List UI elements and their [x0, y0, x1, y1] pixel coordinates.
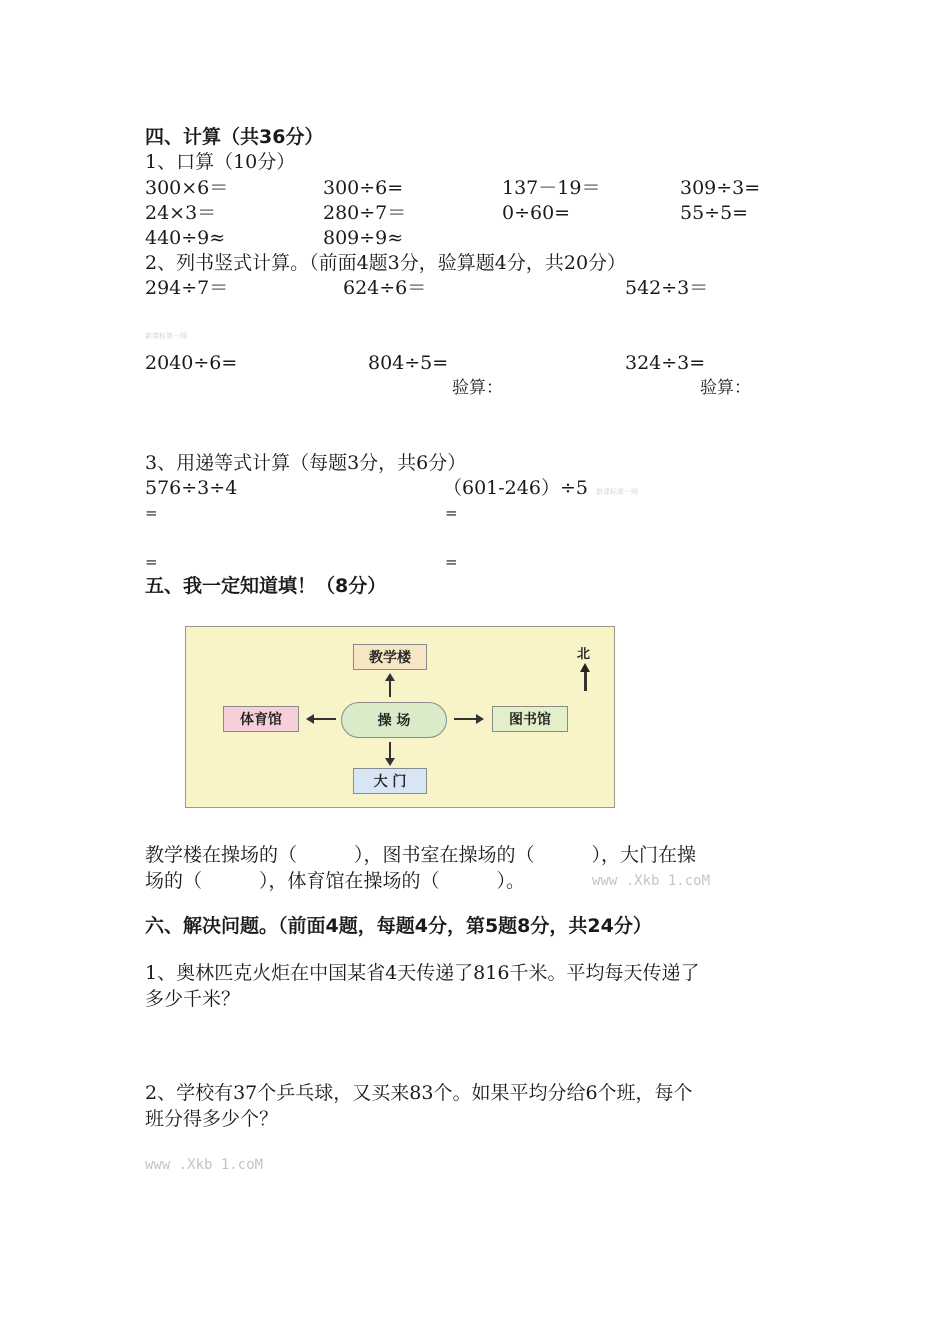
part-3-title: 3、用递等式计算（每题3分，共6分）	[145, 452, 467, 474]
vertical-problem: 324÷3=	[625, 352, 706, 374]
arrow-north	[389, 679, 391, 697]
map-box-east: 图书馆	[492, 706, 568, 732]
fill-blank-line-2: 场的（ ），体育馆在操场的（ ）。	[145, 870, 526, 892]
vertical-problem: 542÷3＝	[625, 277, 709, 299]
arrow-head-icon	[385, 673, 395, 681]
section-4-title: 四、计算（共36分）	[145, 126, 324, 148]
part-1-title: 1、口算（10分）	[145, 151, 296, 173]
map-box-west: 体育馆	[223, 706, 299, 732]
north-arrow-icon	[580, 663, 590, 672]
fill-blank-line-1: 教学楼在操场的（ ），图书室在操场的（ ），大门在操	[145, 844, 697, 866]
watermark: 新课标第一网	[145, 332, 187, 340]
arrow-head-icon	[476, 714, 484, 724]
map-box-north: 教学楼	[353, 644, 427, 670]
equals-sign: =	[445, 504, 458, 522]
watermark-url: www .Xkb 1.coM	[592, 873, 711, 889]
section-6-title: 六、解决问题。（前面4题，每题4分，第5题8分，共24分）	[145, 915, 652, 937]
oral-problem: 55÷5=	[680, 202, 749, 224]
step-expression: （601-246）÷5	[443, 477, 588, 499]
oral-problem: 300÷6=	[323, 177, 404, 199]
question-1-line-2: 多少千米？	[145, 988, 241, 1010]
part-2-title: 2、列书竖式计算。（前面4题3分，验算题4分，共20分）	[145, 252, 627, 274]
vertical-problem: 294÷7＝	[145, 277, 229, 299]
oral-problem: 280÷7＝	[323, 202, 407, 224]
equals-sign: =	[145, 504, 158, 522]
compass-label: 北	[577, 647, 591, 662]
section-5-title: 五、我一定知道填！（8分）	[145, 575, 387, 597]
map-box-south: 大 门	[353, 768, 427, 794]
arrow-west	[314, 718, 336, 720]
arrow-east	[454, 718, 476, 720]
arrow-head-icon	[385, 758, 395, 766]
vertical-problem: 2040÷6=	[145, 352, 238, 374]
vertical-problem: 624÷6＝	[343, 277, 427, 299]
question-2-line-2: 班分得多少个？	[145, 1108, 279, 1130]
vertical-problem: 804÷5=	[368, 352, 449, 374]
watermark-url: www .Xkb 1.coM	[145, 1157, 264, 1173]
oral-problem: 300×6＝	[145, 177, 229, 199]
oral-problem: 24×3＝	[145, 202, 217, 224]
question-2-line-1: 2、学校有37个乒乓球，又买来83个。如果平均分给6个班，每个	[145, 1082, 693, 1104]
check-label: 验算：	[452, 378, 503, 398]
oral-problem: 137－19＝	[502, 177, 601, 199]
campus-map	[185, 626, 615, 808]
oral-problem: 309÷3=	[680, 177, 761, 199]
oral-problem: 809÷9≈	[323, 227, 404, 249]
check-label: 验算：	[700, 378, 751, 398]
watermark: 新课标第一网	[596, 488, 638, 496]
question-1-line-1: 1、奥林匹克火炬在中国某省4天传递了816千米。平均每天传递了	[145, 962, 700, 984]
arrow-head-icon	[306, 714, 314, 724]
oral-problem: 0÷60=	[502, 202, 571, 224]
equals-sign: =	[145, 553, 158, 571]
compass-arrow	[584, 671, 587, 691]
equals-sign: =	[445, 553, 458, 571]
map-box-center: 操 场	[341, 702, 447, 738]
step-expression: 576÷3÷4	[145, 477, 238, 499]
oral-problem: 440÷9≈	[145, 227, 226, 249]
